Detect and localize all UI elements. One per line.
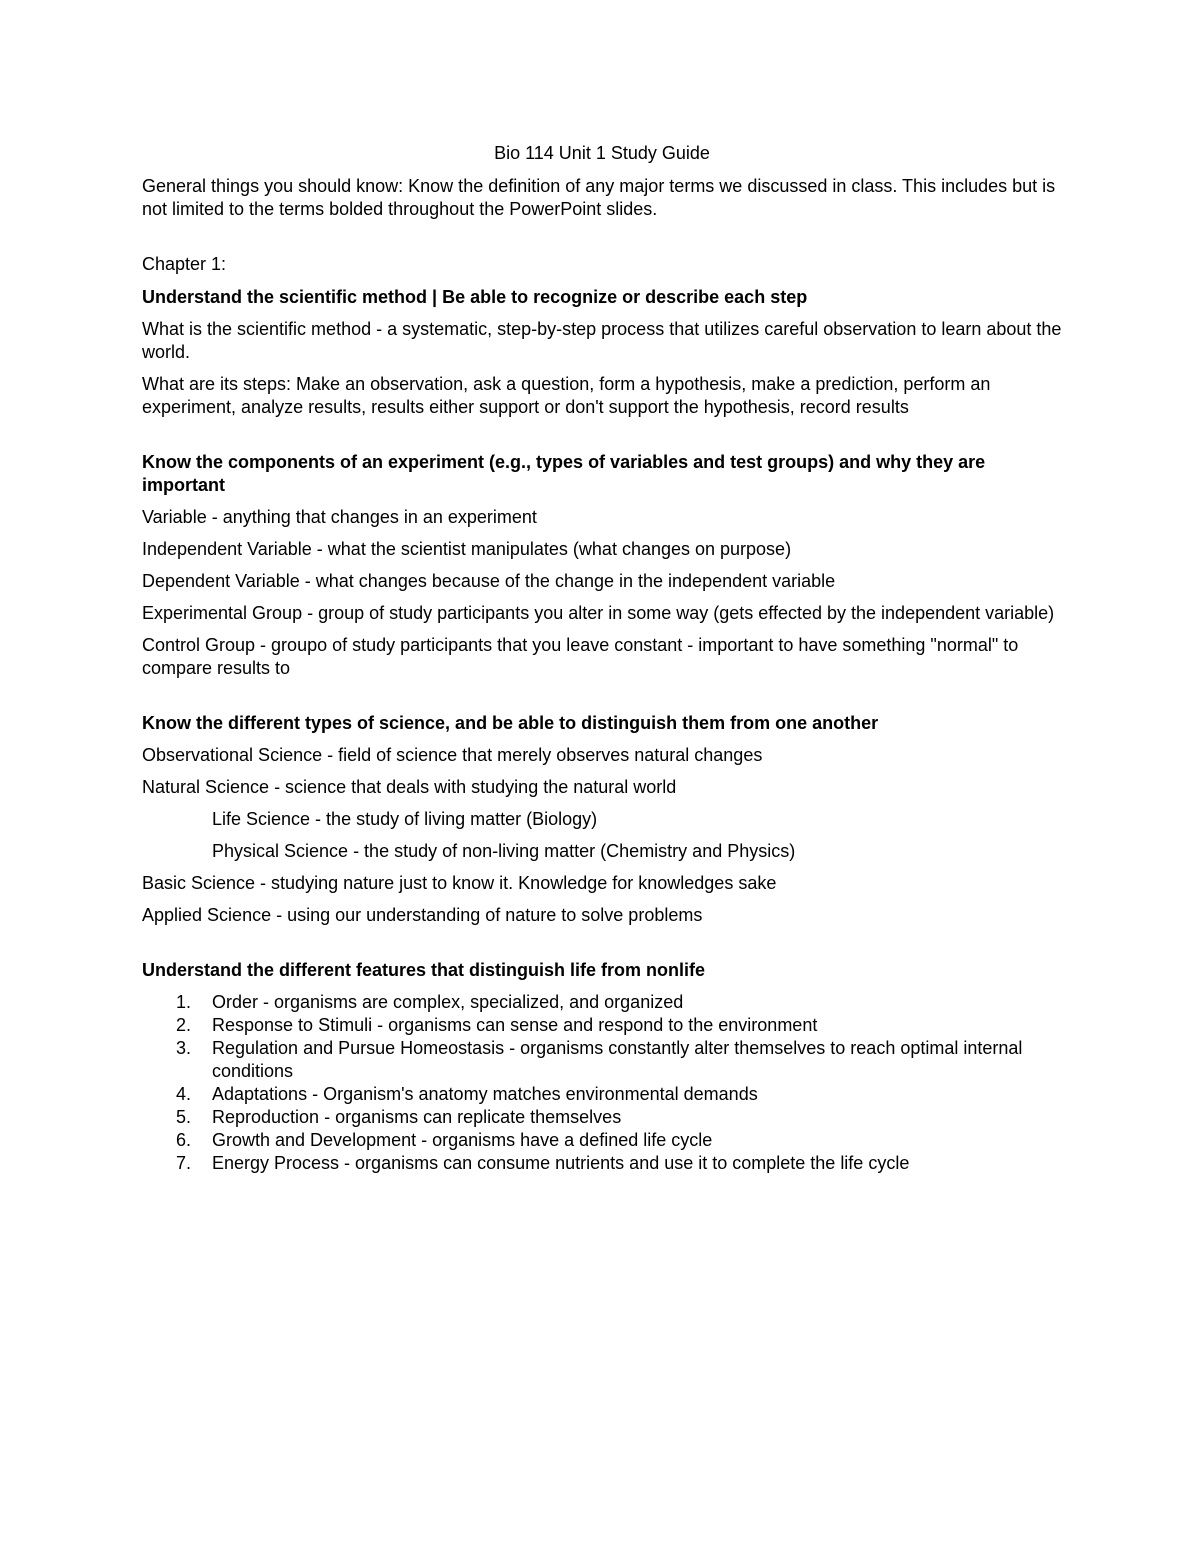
list-item-text: Growth and Development - organisms have a defined life cycle [212,1130,713,1150]
list-item [142,1152,1062,1175]
list-number: 5. [176,1107,192,1127]
spacer [142,230,1062,253]
paragraph: Dependent Variable - what changes because of the change in the independent variable [142,571,836,591]
numbered-list [142,991,1062,1175]
spacer [142,689,1062,712]
paragraph: Independent Variable - what the scientist manipulates (what changes on purpose) [142,539,792,559]
list-number: 2. [176,1015,192,1035]
section-heading-experiment-components: Know the components of an experiment (e.g., types of variables and test groups) and why they are important [142,452,986,495]
paragraph: What is the scientific method - a systematic, step-by-step process that utilizes careful observation to learn about the world. [142,319,1062,362]
section-heading-scientific-method: Understand the scientific method | Be able to recognize or describe each step [142,287,808,307]
section-heading-types-of-science: Know the different types of science, and be able to distinguish them from one another [142,713,879,733]
paragraph: Variable - anything that changes in an experiment [142,507,537,527]
list-item-text: Response to Stimuli - organisms can sense and respond to the environment [212,1015,818,1035]
list-item [142,1129,1062,1152]
list-item-text: Energy Process - organisms can consume nutrients and use it to complete the life cycle [212,1153,910,1173]
list-number: 6. [176,1130,192,1150]
indented-paragraph: Physical Science - the study of non-living matter (Chemistry and Physics) [212,841,796,861]
list-item [142,1037,1062,1083]
list-number: 4. [176,1084,192,1104]
list-number: 7. [176,1153,192,1173]
paragraph: Basic Science - studying nature just to know it. Knowledge for knowledges sake [142,873,777,893]
paragraph: Natural Science - science that deals with studying the natural world [142,777,677,797]
intro-paragraph: General things you should know: Know the definition of any major terms we discussed in class. This includes but is not limited to the terms bolded throughout the PowerPoint slides. [142,176,1056,219]
page-title: Bio 114 Unit 1 Study Guide [494,143,710,163]
section-heading-features-of-life: Understand the different features that distinguish life from nonlife [142,960,706,980]
paragraph: Experimental Group - group of study participants you alter in some way (gets effected by the independent variable) [142,603,1055,623]
paragraph: Applied Science - using our understanding of nature to solve problems [142,905,703,925]
list-item [142,1083,1062,1106]
paragraph: What are its steps: Make an observation, ask a question, form a hypothesis, make a prediction, perform an experiment, analyze results, results either support or don't support the hypothesis, record results [142,374,991,417]
indented-paragraph: Life Science - the study of living matter (Biology) [212,809,598,829]
list-number: 3. [176,1038,192,1058]
list-item-text: Reproduction - organisms can replicate themselves [212,1107,622,1127]
list-item [142,1014,1062,1037]
chapter-label: Chapter 1: [142,254,227,274]
document-page [142,142,1062,1175]
paragraph: Observational Science - field of science that merely observes natural changes [142,745,763,765]
spacer [142,428,1062,451]
list-item [142,1106,1062,1129]
list-number: 1. [176,992,192,1012]
list-item-text: Order - organisms are complex, specialized, and organized [212,992,684,1012]
list-item-text: Adaptations - Organism's anatomy matches environmental demands [212,1084,758,1104]
list-item [142,991,1062,1014]
spacer [142,936,1062,959]
list-item-text: Regulation and Pursue Homeostasis - organisms constantly alter themselves to reach optimal internal conditions [212,1038,1023,1081]
paragraph: Control Group - groupo of study participants that you leave constant - important to have something "normal" to compare results to [142,635,1019,678]
